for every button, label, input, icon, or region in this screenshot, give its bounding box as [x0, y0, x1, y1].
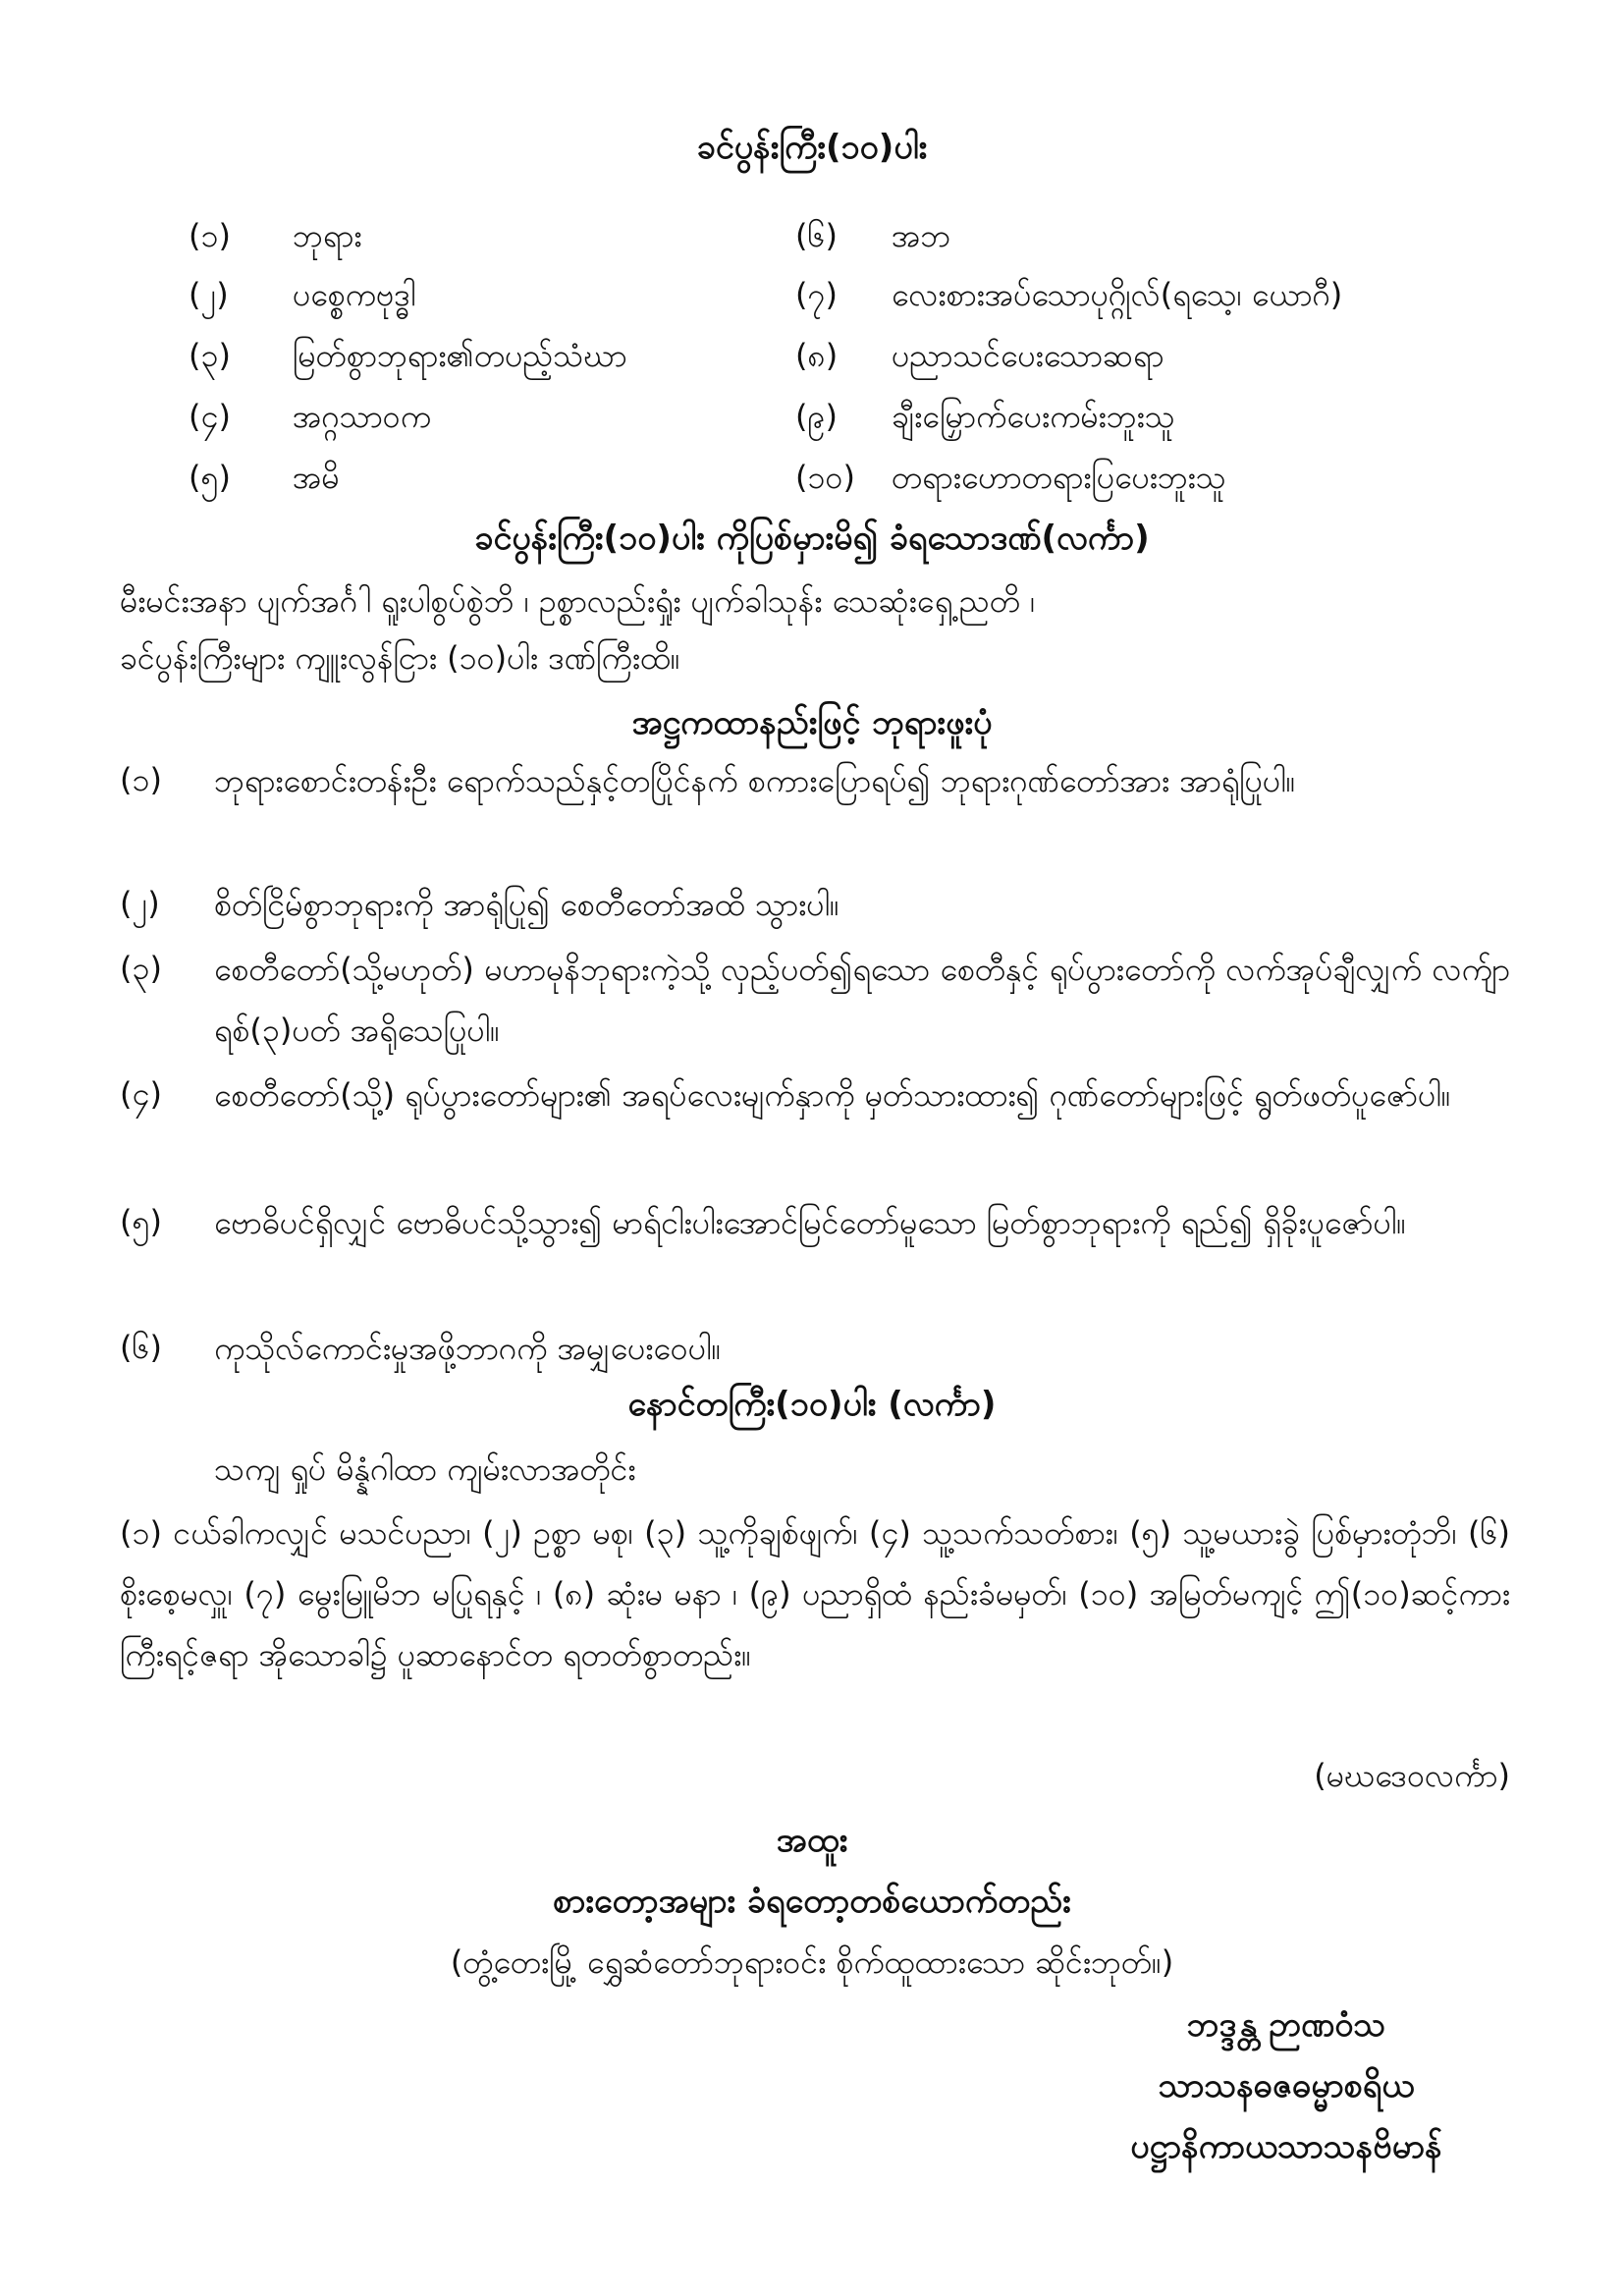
list-item-text: ကုသိုလ်ကောင်းမှုအဖို့ဘာဂကို အမျှပေးဝေပါ။ [214, 1330, 722, 1367]
list-item-text: တရားဟောတရားပြပေးဘူးသူ [892, 459, 1226, 496]
list-item-number: (၁၀) [795, 459, 855, 496]
list-item-number: (၂) [189, 276, 229, 313]
list-item-text: မြတ်စွာဘုရား၏တပည့်သံဃာ [293, 337, 627, 374]
list-item-number: (၄) [120, 1075, 162, 1113]
section4-credit: (မဃဒေဝလင်္ကာ) [1314, 1757, 1510, 1794]
list-item-text: ပညာသင်ပေးသောဆရာ [892, 337, 1164, 374]
section1-title: ခင်ပွန်းကြီး(၁၀)ပါး [696, 128, 928, 167]
section3-title: အဋ္ဌကထာနည်းဖြင့် ဘုရားဖူးပုံ [631, 703, 993, 742]
list-item-number: (၁) [120, 761, 162, 798]
list-item-number: (၉) [795, 398, 838, 435]
section4-intro: သကျ ရှုပ် မိန္နံဂါထာ ကျမ်းလာအတိုင်း [214, 1450, 636, 1488]
section5-note: (တွံ့တေးမြို့ ရွှေဆံတော်ဘုရားဝင်း စိုက်ထူထားသော ဆိုင်းဘုတ်။) [450, 1943, 1174, 1981]
list-item-number: (၆) [795, 217, 838, 254]
section4-title: နောင်တကြီး(၁၀)ပါး (လင်္ကာ) [627, 1385, 997, 1424]
signature-affiliation: ပဋ္ဌာနိကာယသာသနဗိမာန် [1130, 2127, 1442, 2166]
list-item-number: (၆) [120, 1329, 162, 1366]
list-item-text: ဘုရား [293, 217, 362, 254]
verse-line: မီးမင်းအနာ ပျက်အင်္ဂါ ရူးပါစွပ်စွဲဘိ ၊ ဥစ္စာလည်းရှုံး ပျက်ခါသုန်း သေဆုံးရှေ့ညတိ ၊ [120, 582, 1036, 620]
list-item-text: ချီးမြှောက်ပေးကမ်းဘူးသူ [892, 398, 1175, 435]
list-item-number: (၈) [795, 337, 839, 374]
list-item-text: လေးစားအပ်သောပုဂ္ဂိုလ်(ရသေ့၊ ယောဂီ) [892, 276, 1343, 313]
section5-title: အထူး [776, 1821, 848, 1860]
list-item-number: (၅) [189, 459, 231, 496]
list-item-text: စေတီတော်(သို့မဟုတ်) မဟာမုနိဘုရားကဲ့သို့ လှည့်ပတ်၍ရသော စေတီနှင့် ရုပ်ပွားတော်ကို လက်အုပ်ချီလျှက် လက်ျာရစ်(၃)ပတ် အရိုသေပြုပါ။ [214, 951, 1510, 1049]
list-item-number: (၁) [189, 217, 231, 254]
list-item-text: အဘ [892, 217, 951, 254]
list-item-number: (၂) [120, 885, 160, 922]
list-item-text: အဂ္ဂသာဝက [293, 398, 432, 435]
list-item-text: စိတ်ငြိမ်စွာဘုရားကို အာရုံပြု၍ စေတီတော်အထိ သွားပါ။ [214, 886, 839, 923]
list-item-number: (၃) [120, 950, 162, 987]
verse-line: ခင်ပွန်းကြီးများ ကျူးလွန်ငြား (၁၀)ပါး ဒဏ်ကြီးထိ။ [120, 639, 680, 677]
signature-name: ဘဒ္ဒန္တ ဉာဏဝံသ [1186, 2005, 1386, 2045]
list-item-number: (၃) [189, 337, 231, 374]
list-item-number: (၄) [189, 398, 231, 435]
section4-body: (၁) ငယ်ခါကလျှင် မသင်ပညာ၊ (၂) ဥစ္စာ မစု၊ (၃) သူ့ကိုချစ်ဖျက်၊ (၄) သူ့သက်သတ်စား၊ (၅) သူ့မယားခွဲ ပြစ်မှားတုံဘိ၊ (၆) စိုးစေ့မလှူ၊ (၇) မွေးမြူမိဘ မပြုရနှင့် ၊ (၈) ဆုံးမ မနာ ၊ (၉) ပညာရှိထံ နည်းခံမမှတ်၊ (၁၀) အမြတ်မကျင့် ဤ(၁၀)ဆင့်ကား ကြီးရင့်ဇရာ အိုသောခါ၌ ပူဆာနောင်တ ရတတ်စွာတည်း။ [120, 1514, 1511, 1673]
list-item-text: ပစ္စေကဗုဒ္ဓါ [293, 276, 416, 313]
list-item-number: (၇) [795, 276, 838, 313]
section5-subtitle: စားတော့အများ ခံရတော့တစ်ယောက်တည်း [553, 1882, 1071, 1921]
signature-title: သာသနဓဇဓမ္မာစရိယ [1158, 2066, 1415, 2105]
section2-title: ခင်ပွန်းကြီး(၁၀)ပါး ကိုပြစ်မှားမိ၍ ခံရသောဒဏ်(လင်္ကာ) [474, 519, 1150, 558]
list-item-text: ဘုရားစောင်းတန်းဦး ရောက်သည်နှင့်တပြိုင်နက် စကားပြောရပ်၍ ဘုရားဂုဏ်တော်အား အာရုံပြုပါ။ [214, 762, 1296, 799]
list-item-text: ဗောဓိပင်ရှိလျှင် ဗောဓိပင်သို့သွား၍ မာရ်ငါးပါးအောင်မြင်တော်မူသော မြတ်စွာဘုရားကို ရည်၍ ရှိခိုးပူဇော်ပါ။ [214, 1204, 1406, 1241]
list-item-text: စေတီတော်(သို့) ရုပ်ပွားတော်များ၏ အရပ်လေးမျက်နှာကို မှတ်သားထား၍ ဂုဏ်တော်များဖြင့် ရွတ်ဖတ်ပူဇော်ပါ။ [214, 1076, 1451, 1114]
list-item-text: အမိ [293, 459, 340, 496]
list-item-number: (၅) [120, 1203, 162, 1240]
